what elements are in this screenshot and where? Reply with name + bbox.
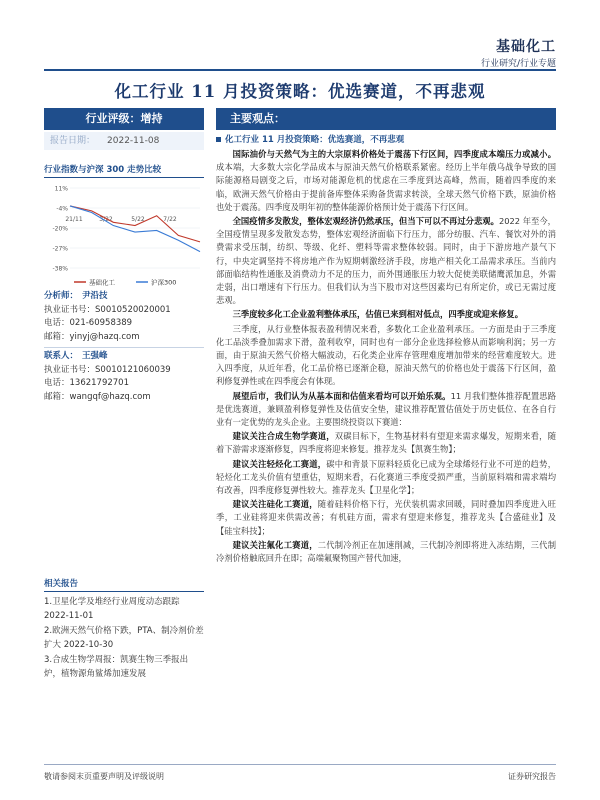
paragraph (216, 323, 556, 389)
paragraph (216, 539, 556, 565)
paragraph-lead: 三季度较多化工企业盈利整体承压，估值已来到相对低点，四季度或迎来修复。 (232, 309, 523, 320)
main-column (216, 108, 556, 565)
main-subtitle (216, 134, 556, 147)
analyst-1-phone-value: 021-60958389 (69, 318, 133, 329)
analyst-2-phone-label: 电话： (44, 378, 70, 389)
main-paragraphs (216, 148, 556, 565)
footer-report-type: 证券研究报告 (508, 772, 556, 781)
chart-x-tick-label: 3/22 (99, 216, 113, 224)
analyst-1-cert-value: S0010520020001 (95, 304, 171, 315)
paragraph-lead: 全国疫情多发散发，整体宏观经济仍然承压，但当下可以不再过分悲观。 (232, 216, 499, 227)
paragraph-lead: 国际油价与天然气为主的大宗原料价格处于震荡下行区间，四季度成本端压力或减小。 (232, 149, 556, 159)
paragraph-body: 三季度，从行业整体报表盈利情况来看，多数化工企业盈利承压。一方面是由于三季度化工品淡季叠加需求下滑，盈利收窄，同时也有一部分企业选择检修从而影响利润；另一方面，由于原油天然气价格大幅波动，石化类企业库存管理难度增加带来的经营难度较大。进入四季度，从近年看，化工品价格已逐渐企稳，原油天然气的价格也处于震荡下行区间，盈利修复弹性或在四季度会有体现。 (216, 323, 556, 387)
paragraph (216, 215, 556, 307)
paragraph-body: 二代制冷剂正在加速削减，三代制冷剂即将进入冻结期，三代制冷剂价格触底回升在即；高端氟聚物国产替代加速， (216, 539, 556, 564)
paragraph (216, 458, 556, 498)
footer-divider (44, 764, 556, 765)
paragraph-body: 11 月我们整体推荐配置思路是优选赛道，兼顾盈利修复弹性及估值安全垫，建议推荐配置估值处于历史低位、在各自行业有一定优势的龙头企业。主要围绕投资以下赛道： (216, 390, 556, 428)
paragraph (216, 308, 556, 321)
paragraph-lead: 建议关注合成生物学赛道， (232, 431, 335, 442)
chart-x-tick-label: 5/22 (131, 216, 145, 224)
related-item[interactable]: 2.欧洲天然气价格下跌，PTA、制冷剂价差扩大 2022-10-30 (44, 626, 204, 650)
header-divider (44, 69, 556, 71)
analyst-2-phone (44, 377, 204, 391)
paragraph (216, 498, 556, 538)
paragraph (216, 390, 556, 430)
paragraph-lead: 建议关注氟化工赛道， (232, 539, 318, 550)
analyst-1-email-label: 邮箱： (44, 332, 70, 343)
analyst-2-name: 王强峰 (82, 350, 108, 361)
main-section-header: 主要观点： (216, 108, 556, 130)
chart-legend-label: 基础化工 (89, 278, 115, 287)
analyst-1-role-label: 分析师： (44, 291, 79, 301)
chart-y-tick-label: 11% (54, 185, 68, 193)
report-title: 化工行业 11 月投资策略：优选赛道，不再悲观 (114, 82, 486, 101)
paragraph-body: 双碳目标下，生物基材料有望迎来需求爆发，短期来看，随着下游需求逐渐修复，四季度将迎来修复。推荐龙头【凯赛生物】； (216, 431, 556, 455)
analyst-2-role (44, 350, 204, 364)
analyst-2-email (44, 391, 204, 405)
paragraph-body: 随着硅料价格下行，光伏装机需求回暖，同时叠加四季度进入旺季，工业硅将迎来供需改善；有机硅方面，需求有望迎来修复，推荐龙头【合盛硅业】及【硅宝科技】； (216, 499, 556, 536)
header-category: 基础化工 (496, 39, 556, 55)
paragraph-body: 碳中和背景下原料轻质化已成为全球烯烃行业不可逆的趋势，轻烃化工龙头价值有望重估，短期来看，石化赛道三季度受损严重，当前原料端和需求端均有改善，四季度修复弹性较大。推荐龙头【卫星化学】； (216, 458, 556, 496)
report-date-label: 报告日期： (50, 136, 96, 146)
related-heading: 相关报告 (44, 577, 204, 592)
chart-x-tick-label: 7/22 (163, 216, 177, 224)
paragraph-lead: 建议关注轻烃化工赛道， (232, 458, 327, 469)
paragraph-body: 成本端，大多数大宗化学品成本与原油天然气价格联系紧密。经历上半年俄乌战争导致的国际能源格局剧变之后，市场对能源危机的忧虑在三季度到达高峰，然而，随着四季度的来临，欧洲天然气价格由于提前备库整体采购备货需求转淡，全球天然气价格下跌，原油价格也处于震荡。四季度及明年初的整体能源价格预计处于震荡下行区间。 (216, 162, 556, 212)
analyst-block (44, 290, 204, 405)
analyst-2-email-label: 邮箱： (44, 391, 70, 402)
related-reports (44, 577, 204, 683)
chart-y-tick-label: -38% (52, 265, 68, 273)
paragraph (216, 430, 556, 456)
chart-y-tick-label: -20% (52, 225, 68, 233)
analyst-1-email (44, 331, 204, 345)
analyst-2-cert (44, 364, 204, 378)
paragraph-body: 2022 年至今，全国疫情呈现多发散发态势，整体宏观经济面临下行压力，部分纺服、汽车、餐饮对外的消费需求受压制，纺织、等级、化纤、塑料等需求整体较弱。同时，由于下游房地产景气下行，中央定调坚持不将房地产作为短期刺激经济手段，房地产相关化工品需求承压。当前内部面临结构性通胀及消费动力不足的压力，而外围通胀压力较大促使美联储鹰派加息，外需走弱，出口增速有下行压力。但我们认为当下股市对这些因素均已有所定价，或已无需过度悲观。 (216, 216, 556, 306)
paragraph (216, 148, 556, 214)
analyst-2 (44, 350, 204, 405)
analyst-1-phone (44, 317, 204, 331)
header-subcategory: 行业研究/行业专题 (480, 59, 556, 69)
industry-rating: 行业评级：增持 (44, 108, 204, 130)
main-subtitle-text: 化工行业 11 月投资策略：优选赛道，不再悲观 (225, 135, 405, 145)
analyst-2-cert-value: S0010121060039 (95, 364, 171, 375)
chart-series-line (70, 206, 200, 252)
related-item[interactable]: 1.卫星化学及堆经行业周度动态跟踪 2022-11-01 (44, 597, 180, 621)
analyst-2-cert-label: 执业证书号： (44, 364, 96, 375)
chart-x-tick-label: 21/11 (65, 216, 83, 224)
index-comparison-chart (44, 182, 204, 290)
analyst-1-cert-label: 执业证书号： (44, 304, 96, 315)
report-date (44, 132, 204, 150)
paragraph-lead: 展望后市，我们认为从基本面和估值来看均可以开始乐观。 (232, 390, 451, 401)
bullet-square-icon (216, 137, 221, 142)
analyst-1-cert (44, 304, 204, 318)
analyst-1-role (44, 290, 204, 304)
paragraph-lead: 建议关注硅化工赛道， (232, 499, 318, 510)
analyst-1 (44, 290, 204, 345)
analyst-1-phone-label: 电话： (44, 318, 70, 329)
analyst-divider (44, 347, 204, 348)
chart-legend-label: 沪深300 (151, 278, 177, 287)
report-date-value: 2022-11-08 (107, 136, 160, 146)
footer-disclaimer[interactable]: 敬请参阅末页重要声明及评级说明 (44, 772, 164, 781)
analyst-2-email-value[interactable]: wangqf@hazq.com (69, 391, 151, 402)
chart-caption: 行业指数与沪深 300 走势比较 (44, 163, 204, 178)
related-item[interactable]: 3.合成生物学周报：凯赛生物三季报出炉，植物源角鲨烯加速发展 (44, 655, 189, 679)
analyst-1-email-value[interactable]: yinyj@hazq.com (69, 332, 140, 343)
chart-y-tick-label: -4% (56, 205, 68, 213)
left-column (44, 108, 204, 287)
analyst-2-phone-value: 13621792701 (69, 378, 130, 389)
analyst-2-role-label: 联系人： (44, 350, 79, 361)
chart-y-tick-label: -27% (52, 245, 68, 253)
analyst-1-name: 尹沿技 (82, 291, 108, 301)
